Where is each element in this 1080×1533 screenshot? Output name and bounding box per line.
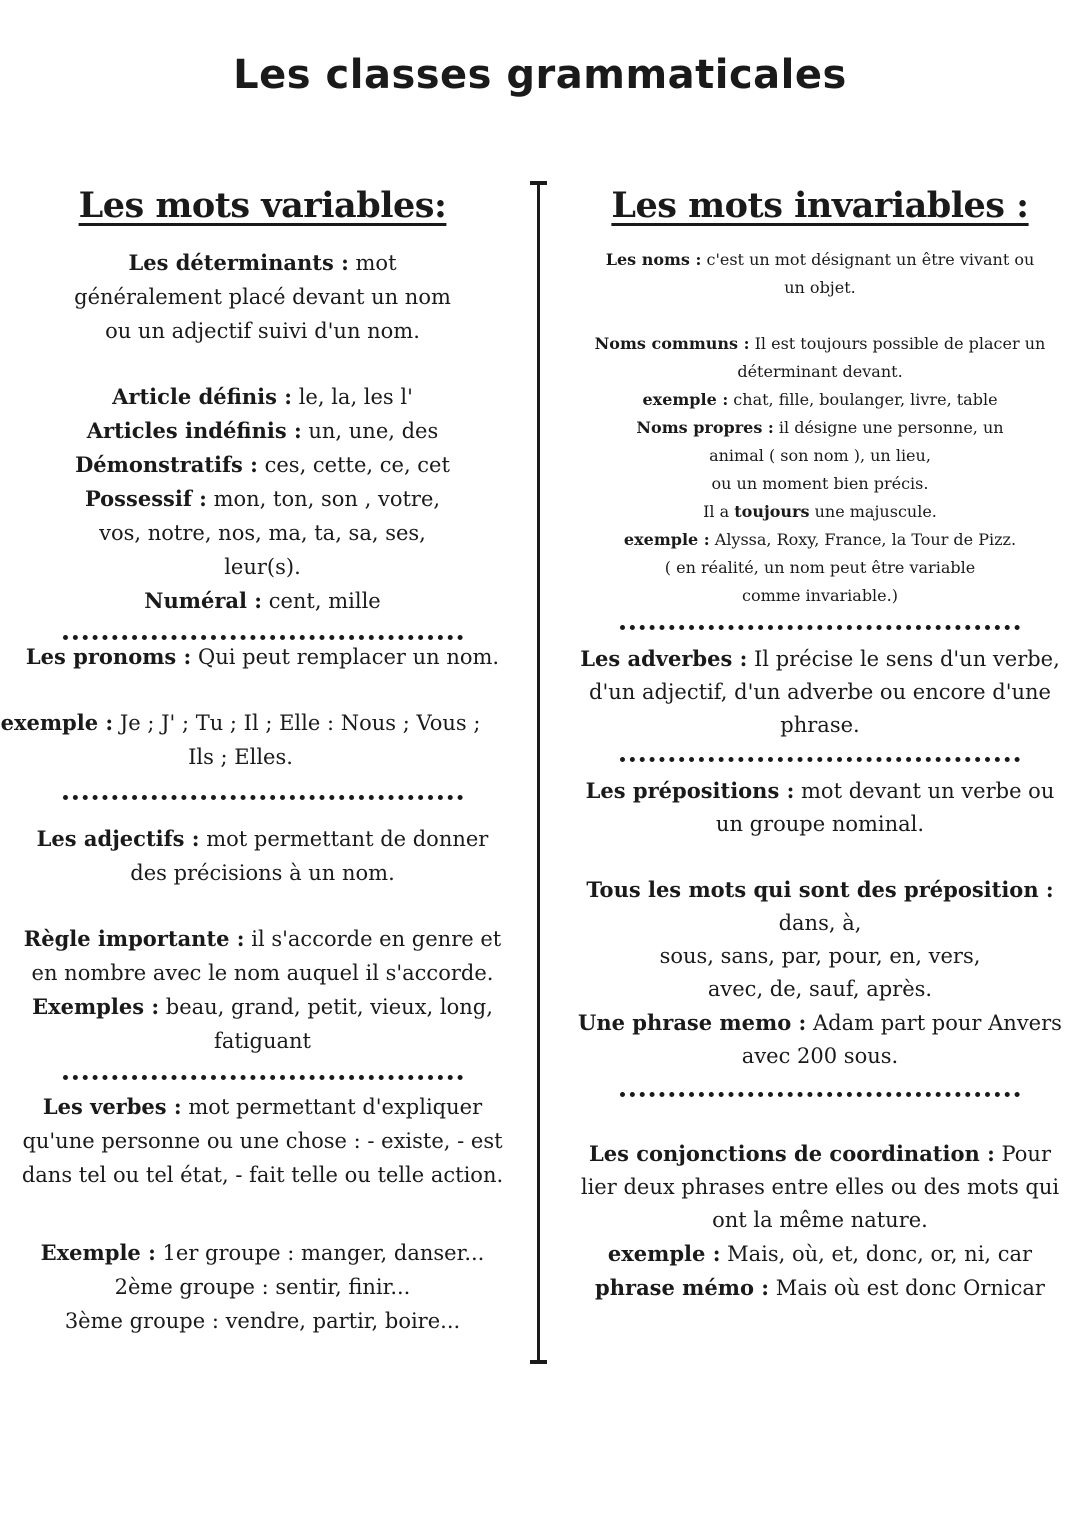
conjonctions-memo-text: Mais où est donc Ornicar — [769, 1276, 1045, 1300]
pronoms-example-label: exemple : — [0, 710, 114, 735]
adjectifs-rule-text: il s'accorde en genre et en nombre avec le nom auquel il s'accorde. — [31, 927, 502, 985]
adjectifs-label: Les adjectifs : — [36, 826, 200, 851]
verbes-example-label: Exemple : — [40, 1240, 156, 1265]
conjonctions-memo-label: phrase mémo : — [595, 1275, 770, 1300]
adverbes-text: Il précise le sens d'un verbe, d'un adjectif, d'un adverbe ou encore d'une phrase. — [589, 647, 1060, 737]
demonstratifs-label: Démonstratifs : — [75, 452, 258, 477]
dotted-separator — [63, 620, 463, 640]
conjonctions-definition — [560, 1137, 1080, 1237]
adjectifs-examples-label: Exemples : — [32, 994, 160, 1019]
verbes-example-1 — [0, 1236, 525, 1270]
adjectifs-rule — [0, 922, 525, 990]
noms-propres-example-label: exemple : — [623, 530, 710, 549]
demonstratifs — [0, 448, 525, 482]
noms-propres-label: Noms propres : — [636, 418, 774, 437]
adjectifs-definition — [0, 822, 525, 890]
prepositions-label: Les prépositions : — [585, 778, 795, 803]
adjectifs-examples — [0, 990, 525, 1058]
adverbes-definition — [560, 642, 1080, 742]
dotted-separator — [620, 742, 1020, 762]
noms-communs-example-text: chat, fille, boulanger, livre, table — [728, 390, 998, 409]
page-title: Les classes grammaticales — [233, 52, 847, 98]
column-divider — [537, 181, 540, 1364]
pronoms-example-text: Je ; J' ; Tu ; Il ; Elle : Nous ; Vous ; Ils ; Elles. — [113, 711, 481, 769]
prepositions-list-2: sous, sans, par, pour, en, vers, — [659, 944, 981, 968]
possessif-label: Possessif : — [84, 486, 207, 511]
adverbes-label: Les adverbes : — [580, 646, 748, 671]
possessif-text: mon, ton, son , votre, vos, notre, nos, ma, ta, sa, ses, leur(s). — [99, 487, 441, 579]
conjonctions-label: Les conjonctions de coordination : — [588, 1141, 995, 1166]
variable-words-heading: Les mots variables: — [78, 185, 447, 226]
noms-label: Les noms : — [605, 250, 702, 269]
invariable-words-column — [560, 180, 1080, 1305]
noms-propres-majuscule — [560, 498, 1080, 526]
dotted-separator — [63, 1060, 463, 1080]
noms-communs-example-label: exemple : — [642, 390, 729, 409]
verbes-example-3: 3ème groupe : vendre, partir, boire... — [64, 1309, 461, 1333]
dotted-separator — [620, 610, 1020, 630]
verbes-label: Les verbes : — [42, 1094, 182, 1119]
adjectifs-examples-text: beau, grand, petit, vieux, long, fatiguant — [159, 995, 493, 1053]
majuscule-pre: Il a — [703, 502, 735, 521]
determinants-text: mot généralement placé devant un nom ou un adjectif suivi d'un nom. — [74, 251, 451, 343]
prepositions-list-text-1: dans, à, — [778, 911, 862, 935]
noms-note: ( en réalité, un nom peut être variable comme invariable.) — [664, 558, 976, 605]
articles-indefinis — [0, 414, 525, 448]
adjectifs-rule-label: Règle importante : — [23, 926, 245, 951]
noms-propres-text: il désigne une personne, un animal ( son nom ), un lieu, — [709, 418, 1004, 465]
noms-propres — [560, 414, 1080, 470]
prepositions-list-3: avec, de, sauf, après. — [707, 977, 933, 1001]
verbes-definition — [0, 1090, 525, 1192]
article-definis — [0, 380, 525, 414]
majuscule-bold: toujours — [734, 502, 810, 521]
prepositions-text: mot devant un verbe ou un groupe nominal. — [715, 779, 1055, 836]
article-definis-label: Article définis : — [112, 384, 293, 409]
articles-indefinis-label: Articles indéfinis : — [86, 418, 302, 443]
conjonctions-memo — [560, 1271, 1080, 1305]
determinants-definition — [0, 246, 525, 348]
noms-propres-example — [560, 526, 1080, 554]
conjonctions-text: Pour lier deux phrases entre elles ou des mots qui ont la même nature. — [580, 1142, 1060, 1232]
numeral-text: cent, mille — [262, 589, 381, 613]
pronoms-definition — [0, 640, 525, 674]
noms-communs-label: Noms communs : — [594, 334, 750, 353]
prepositions-memo — [560, 1006, 1080, 1073]
demonstratifs-text: ces, cette, ce, cet — [257, 453, 450, 477]
variable-words-column — [0, 180, 525, 1338]
conjonctions-example — [560, 1237, 1080, 1271]
numeral — [0, 584, 525, 618]
noms-text: c'est un mot désignant un être vivant ou un objet. — [701, 250, 1035, 297]
majuscule-post: une majuscule. — [809, 502, 937, 521]
verbes-example-2: 2ème groupe : sentir, finir... — [114, 1275, 411, 1299]
noms-communs — [560, 330, 1080, 386]
pronoms-label: Les pronoms : — [25, 644, 192, 669]
determinants-label: Les déterminants : — [128, 250, 349, 275]
dotted-separator — [620, 1077, 1020, 1097]
prepositions-list — [560, 873, 1080, 940]
adjectifs-text: mot permettant de donner des précisions à un nom. — [130, 827, 489, 885]
prepositions-memo-text: Adam part pour Anvers avec 200 sous. — [741, 1011, 1062, 1068]
prepositions-memo-label: Une phrase memo : — [578, 1010, 807, 1035]
article-definis-text: le, la, les l' — [292, 385, 413, 409]
prepositions-definition — [560, 774, 1080, 841]
conjonctions-example-text: Mais, où, et, donc, or, ni, car — [720, 1242, 1033, 1266]
verbes-example-line1: 1er groupe : manger, danser... — [155, 1241, 485, 1265]
prepositions-list-label: Tous les mots qui sont des préposition : — [586, 877, 1054, 902]
pronoms-example — [0, 706, 525, 774]
numeral-label: Numéral : — [144, 588, 263, 613]
noms-communs-text: Il est toujours possible de placer un déterminant devant. — [737, 334, 1046, 381]
noms-communs-example — [560, 386, 1080, 414]
articles-indefinis-text: un, une, des — [301, 419, 439, 443]
pronoms-text: Qui peut remplacer un nom. — [191, 645, 500, 669]
noms-propres-example-text: Alyssa, Roxy, France, la Tour de Pizz. — [709, 530, 1017, 549]
invariable-words-heading: Les mots invariables : — [611, 185, 1029, 226]
noms-definition — [560, 246, 1080, 302]
verbes-text: mot permettant d'expliquer qu'une personne ou une chose : - existe, - est dans tel ou tel état, - fait telle ou telle action. — [21, 1095, 504, 1187]
noms-propres-text-2: ou un moment bien précis. — [711, 474, 929, 493]
possessif — [0, 482, 525, 584]
conjonctions-example-label: exemple : — [607, 1241, 721, 1266]
dotted-separator — [63, 780, 463, 800]
